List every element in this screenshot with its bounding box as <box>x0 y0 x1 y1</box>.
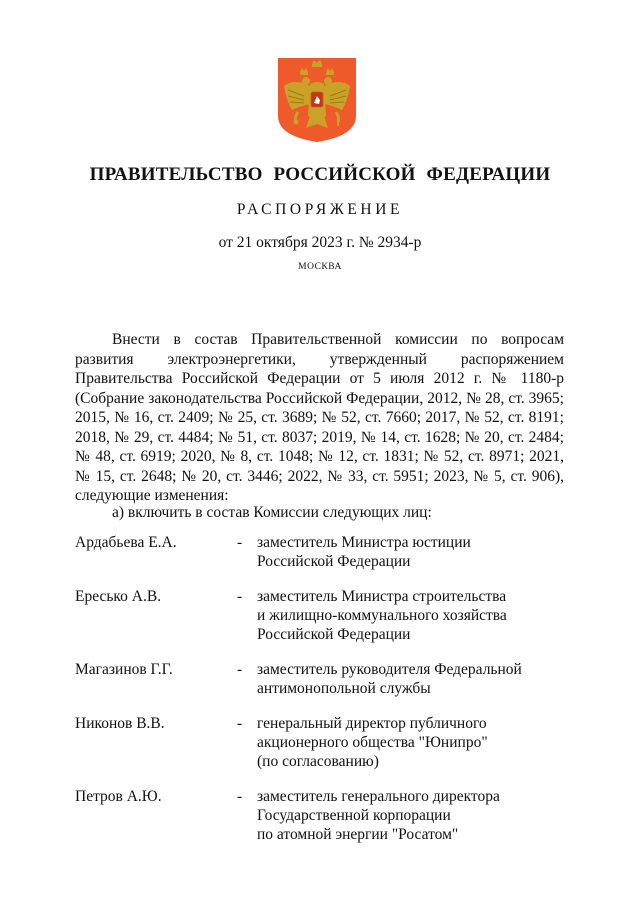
members-list <box>75 533 564 860</box>
item-a: а) включить в состав Комиссии следующих лиц: <box>112 504 432 521</box>
member-row <box>75 787 564 844</box>
member-dash: - <box>237 588 243 605</box>
member-dash: - <box>237 661 243 678</box>
coat-of-arms-icon <box>276 56 358 144</box>
member-name: Ересько А.В. <box>75 588 162 605</box>
member-position: заместитель Министра строительства и жилищно-коммунального хозяйства Российской Федерации <box>257 588 507 643</box>
member-name: Магазинов Г.Г. <box>75 661 173 678</box>
member-position: заместитель Министра юстиции Российской Федерации <box>257 534 471 570</box>
member-row <box>75 660 564 698</box>
government-title: ПРАВИТЕЛЬСТВО РОССИЙСКОЙ ФЕДЕРАЦИИ <box>89 164 551 185</box>
member-dash: - <box>237 534 243 551</box>
member-name: Петров А.Ю. <box>75 788 162 805</box>
member-row <box>75 714 564 771</box>
member-position: заместитель руководителя Федеральной антимонопольной службы <box>257 661 522 697</box>
document-type: РАСПОРЯЖЕНИЕ <box>236 201 404 218</box>
main-paragraph: Внести в состав Правительственной комиссии по вопросам развития электроэнергетики, утвержденный распоряжением Правительства Российской Федерации от 5 июля 2012 г. № 1180-р (Собрание законодательства Российской Федерации, 2012, № 28, ст. 3965; 2015, № 16, ст. 2409; № 25, ст. 3689; № 52, ст. 7660; 2017, № 52, ст. 8191; 2018, № 29, ст. 4484; № 51, ст. 8037; 2019, № 14, ст. 1628; № 20, ст. 2484; № 48, ст. 6919; 2020, № 8, ст. 1048; № 12, ст. 1831; № 52, ст. 8971; 2021, № 15, ст. 2648; № 20, ст. 3446; 2022, № 33, ст. 5951; 2023, № 5, ст. 906), следующие изменения: <box>75 331 564 504</box>
member-position: генеральный директор публичного акционерного общества "Юнипро" (по согласованию) <box>257 715 488 770</box>
document-date-number: от 21 октября 2023 г. № 2934-р <box>218 234 422 251</box>
member-row <box>75 587 564 644</box>
document-city: МОСКВА <box>298 262 342 272</box>
member-dash: - <box>237 715 243 732</box>
member-row <box>75 533 564 571</box>
member-position: заместитель генерального директора Государственной корпорации по атомной энергии "Росатом" <box>257 788 500 843</box>
member-dash: - <box>237 788 243 805</box>
member-name: Ардабьева Е.А. <box>75 534 177 551</box>
member-name: Никонов В.В. <box>75 715 165 732</box>
